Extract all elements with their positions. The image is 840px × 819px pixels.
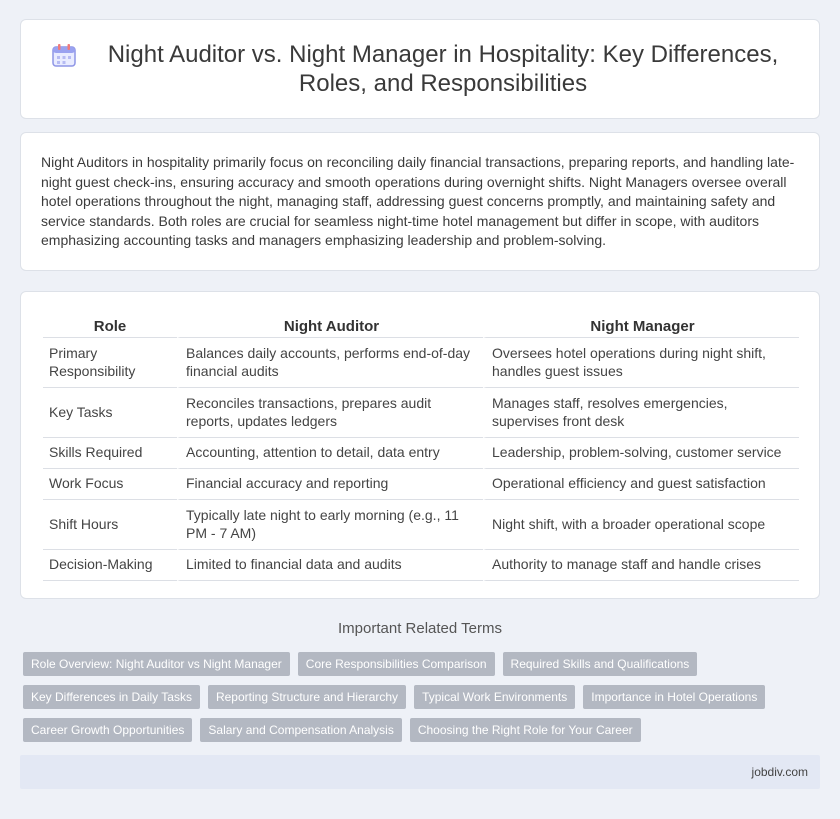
related-term-tag[interactable]: Choosing the Right Role for Your Career (410, 718, 641, 742)
table-cell: Shift Hours (43, 500, 177, 550)
table-cell: Night shift, with a broader operational scope (483, 500, 799, 550)
table-cell: Financial accuracy and reporting (177, 469, 483, 500)
related-terms-title: Important Related Terms (338, 620, 502, 637)
table-cell: Decision-Making (43, 550, 177, 581)
header-card (20, 19, 820, 119)
table-cell: Operational efficiency and guest satisfaction (483, 469, 799, 500)
table-header-row (43, 312, 799, 338)
table-cell: Balances daily accounts, performs end-of-day financial audits (177, 338, 483, 388)
table-cell: Accounting, attention to detail, data entry (177, 438, 483, 469)
table-cell: Leadership, problem-solving, customer service (483, 438, 799, 469)
table-header: Night Auditor (177, 312, 483, 338)
table-cell: Key Tasks (43, 388, 177, 438)
table-row (43, 338, 799, 388)
table-header: Role (43, 312, 177, 338)
table-cell: Work Focus (43, 469, 177, 500)
related-term-tag[interactable]: Core Responsibilities Comparison (298, 652, 495, 676)
table-row (43, 469, 799, 500)
intro-card (20, 132, 820, 271)
table-cell: Reconciles transactions, prepares audit reports, updates ledgers (177, 388, 483, 438)
table-cell: Authority to manage staff and handle crises (483, 550, 799, 581)
table-cell: Limited to financial data and audits (177, 550, 483, 581)
table-row (43, 550, 799, 581)
table-header: Night Manager (483, 312, 799, 338)
table-cell: Primary Responsibility (43, 338, 177, 388)
related-term-tag[interactable]: Reporting Structure and Hierarchy (208, 685, 406, 709)
related-term-tag[interactable]: Career Growth Opportunities (23, 718, 192, 742)
comparison-table-card (20, 291, 820, 599)
footer (20, 755, 820, 789)
intro-paragraph: Night Auditors in hospitality primarily focus on reconciling daily financial transactions, preparing reports, and handling late-night guest check-ins, ensuring accuracy and smooth operations during overnight shifts. Night Managers oversee overall hotel operations throughout the night, managing staff, addressing guest concerns promptly, and maintaining safety and service standards. Both roles are crucial for seamless night-time hotel management but differ in scope, with auditors emphasizing accounting tasks and managers emphasizing leadership and problem-solving. (41, 154, 795, 249)
related-term-tag[interactable]: Importance in Hotel Operations (583, 685, 765, 709)
related-term-tag[interactable]: Required Skills and Qualifications (503, 652, 698, 676)
page-title: Night Auditor vs. Night Manager in Hospitality: Key Differences, Roles, and Responsibilities (107, 41, 779, 97)
table-row (43, 500, 799, 550)
comparison-table (43, 312, 799, 581)
table-cell: Skills Required (43, 438, 177, 469)
related-term-tag[interactable]: Salary and Compensation Analysis (200, 718, 401, 742)
table-cell: Manages staff, resolves emergencies, supervises front desk (483, 388, 799, 438)
table-cell: Oversees hotel operations during night shift, handles guest issues (483, 338, 799, 388)
table-row (43, 438, 799, 469)
related-term-tag[interactable]: Key Differences in Daily Tasks (23, 685, 200, 709)
footer-site-link[interactable]: jobdiv.com (751, 765, 808, 779)
related-term-tag[interactable]: Typical Work Environments (414, 685, 575, 709)
table-cell: Typically late night to early morning (e.g., 11 PM - 7 AM) (177, 500, 483, 550)
related-terms-list (23, 652, 803, 742)
related-term-tag[interactable]: Role Overview: Night Auditor vs Night Manager (23, 652, 290, 676)
table-row (43, 388, 799, 438)
calendar-icon (51, 42, 77, 68)
